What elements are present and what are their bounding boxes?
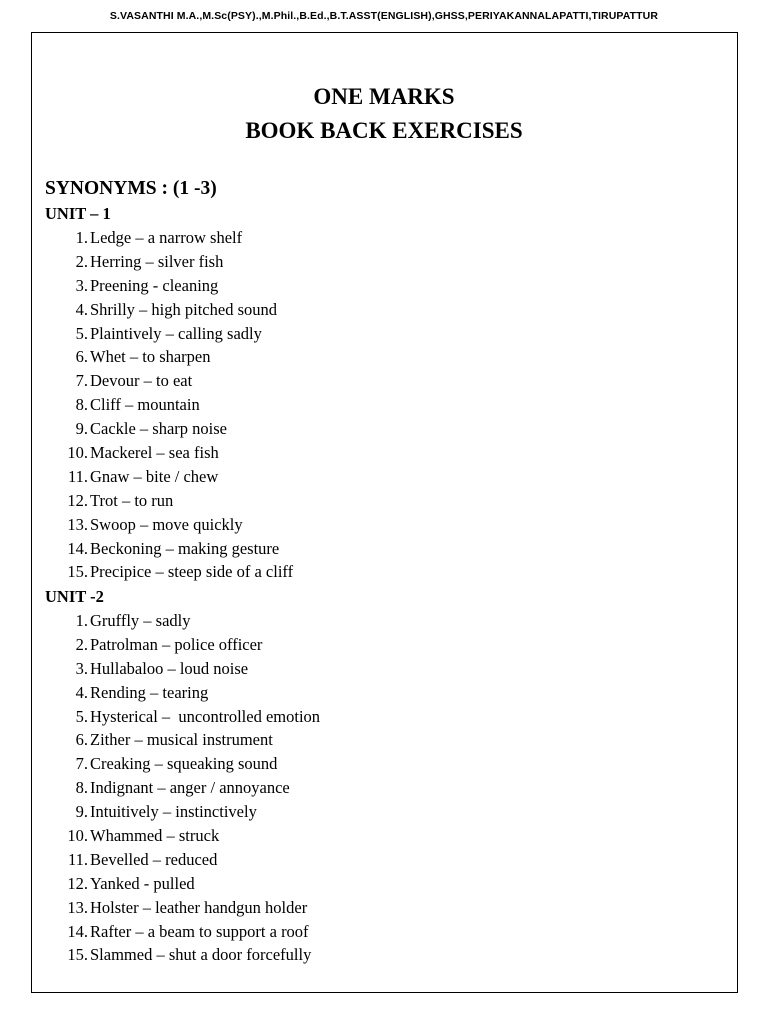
item-text: Hullabaloo – loud noise [90, 658, 249, 678]
item-number: 10. [67, 443, 88, 463]
section-heading-synonyms: SYNONYMS : (1 -3) [45, 178, 217, 199]
item-number: 13. [67, 514, 88, 534]
item-text: Hysterical – uncontrolled emotion [90, 706, 321, 726]
document-subtitle: BOOK BACK EXERCISES [245, 118, 523, 143]
document-title: ONE MARKS [313, 84, 455, 109]
item-number: 5. [75, 323, 88, 343]
item-text: Trot – to run [90, 490, 174, 510]
item-text: Whet – to sharpen [90, 347, 211, 367]
item-number: 15. [67, 562, 88, 582]
item-text: Plaintively – calling sadly [90, 323, 262, 343]
item-text: Herring – silver fish [90, 251, 224, 271]
item-number: 11. [67, 849, 88, 869]
item-number: 3. [75, 658, 88, 678]
item-text: Holster – leather handgun holder [90, 897, 308, 917]
item-text: Precipice – steep side of a cliff [90, 562, 294, 582]
item-number: 5. [75, 706, 88, 726]
item-number: 8. [75, 778, 88, 798]
item-number: 1. [75, 228, 88, 247]
item-number: 8. [75, 395, 88, 415]
item-number: 2. [75, 251, 88, 271]
unit-1-heading: UNIT – 1 [45, 204, 111, 223]
item-text: Beckoning – making gesture [90, 538, 280, 558]
item-number: 12. [67, 490, 88, 510]
item-text: Creaking – squeaking sound [90, 754, 278, 774]
item-text: Shrilly – high pitched sound [90, 299, 277, 319]
item-text: Rending – tearing [90, 682, 209, 702]
item-number: 6. [75, 347, 88, 367]
item-text: Zither – musical instrument [90, 730, 273, 750]
item-text: Patrolman – police officer [90, 634, 263, 654]
item-text: Mackerel – sea fish [90, 443, 219, 463]
item-number: 1. [75, 611, 88, 630]
item-number: 7. [75, 371, 88, 391]
item-number: 13. [67, 897, 88, 917]
item-number: 6. [75, 730, 88, 750]
item-number: 4. [75, 299, 88, 319]
item-text: Rafter – a beam to support a roof [90, 921, 309, 941]
item-text: Preening - cleaning [90, 275, 219, 295]
item-text: Intuitively – instinctively [90, 802, 257, 822]
page-header: S.VASANTHI M.A.,M.Sc(PSY).,M.Phil.,B.Ed.,B.T.ASST(ENGLISH),GHSS,PERIYAKANNALAPATTI,TIRUPATTUR [109, 10, 659, 22]
item-number: 14. [67, 538, 88, 558]
item-text: Devour – to eat [90, 371, 193, 391]
item-text: Yanked - pulled [90, 873, 195, 893]
item-text: Whammed – struck [90, 826, 220, 846]
item-text: Indignant – anger / annoyance [90, 778, 290, 798]
item-text: Gnaw – bite / chew [90, 466, 219, 486]
item-text: Cackle – sharp noise [90, 419, 228, 439]
item-text: Swoop – move quickly [90, 514, 243, 534]
item-text: Slammed – shut a door forcefully [90, 945, 312, 965]
item-text: Gruffly – sadly [90, 611, 191, 630]
item-number: 9. [75, 802, 88, 822]
item-number: 14. [67, 921, 88, 941]
item-text: Ledge – a narrow shelf [90, 228, 243, 247]
item-number: 3. [75, 275, 88, 295]
item-number: 2. [75, 634, 88, 654]
item-number: 4. [75, 682, 88, 702]
item-number: 12. [67, 873, 88, 893]
item-number: 9. [75, 419, 88, 439]
item-number: 10. [67, 826, 88, 846]
item-text: Cliff – mountain [90, 395, 200, 415]
unit-2-heading: UNIT -2 [45, 587, 104, 606]
item-number: 11. [67, 466, 88, 486]
item-text: Bevelled – reduced [90, 849, 218, 869]
item-number: 7. [75, 754, 88, 774]
item-number: 15. [67, 945, 88, 965]
